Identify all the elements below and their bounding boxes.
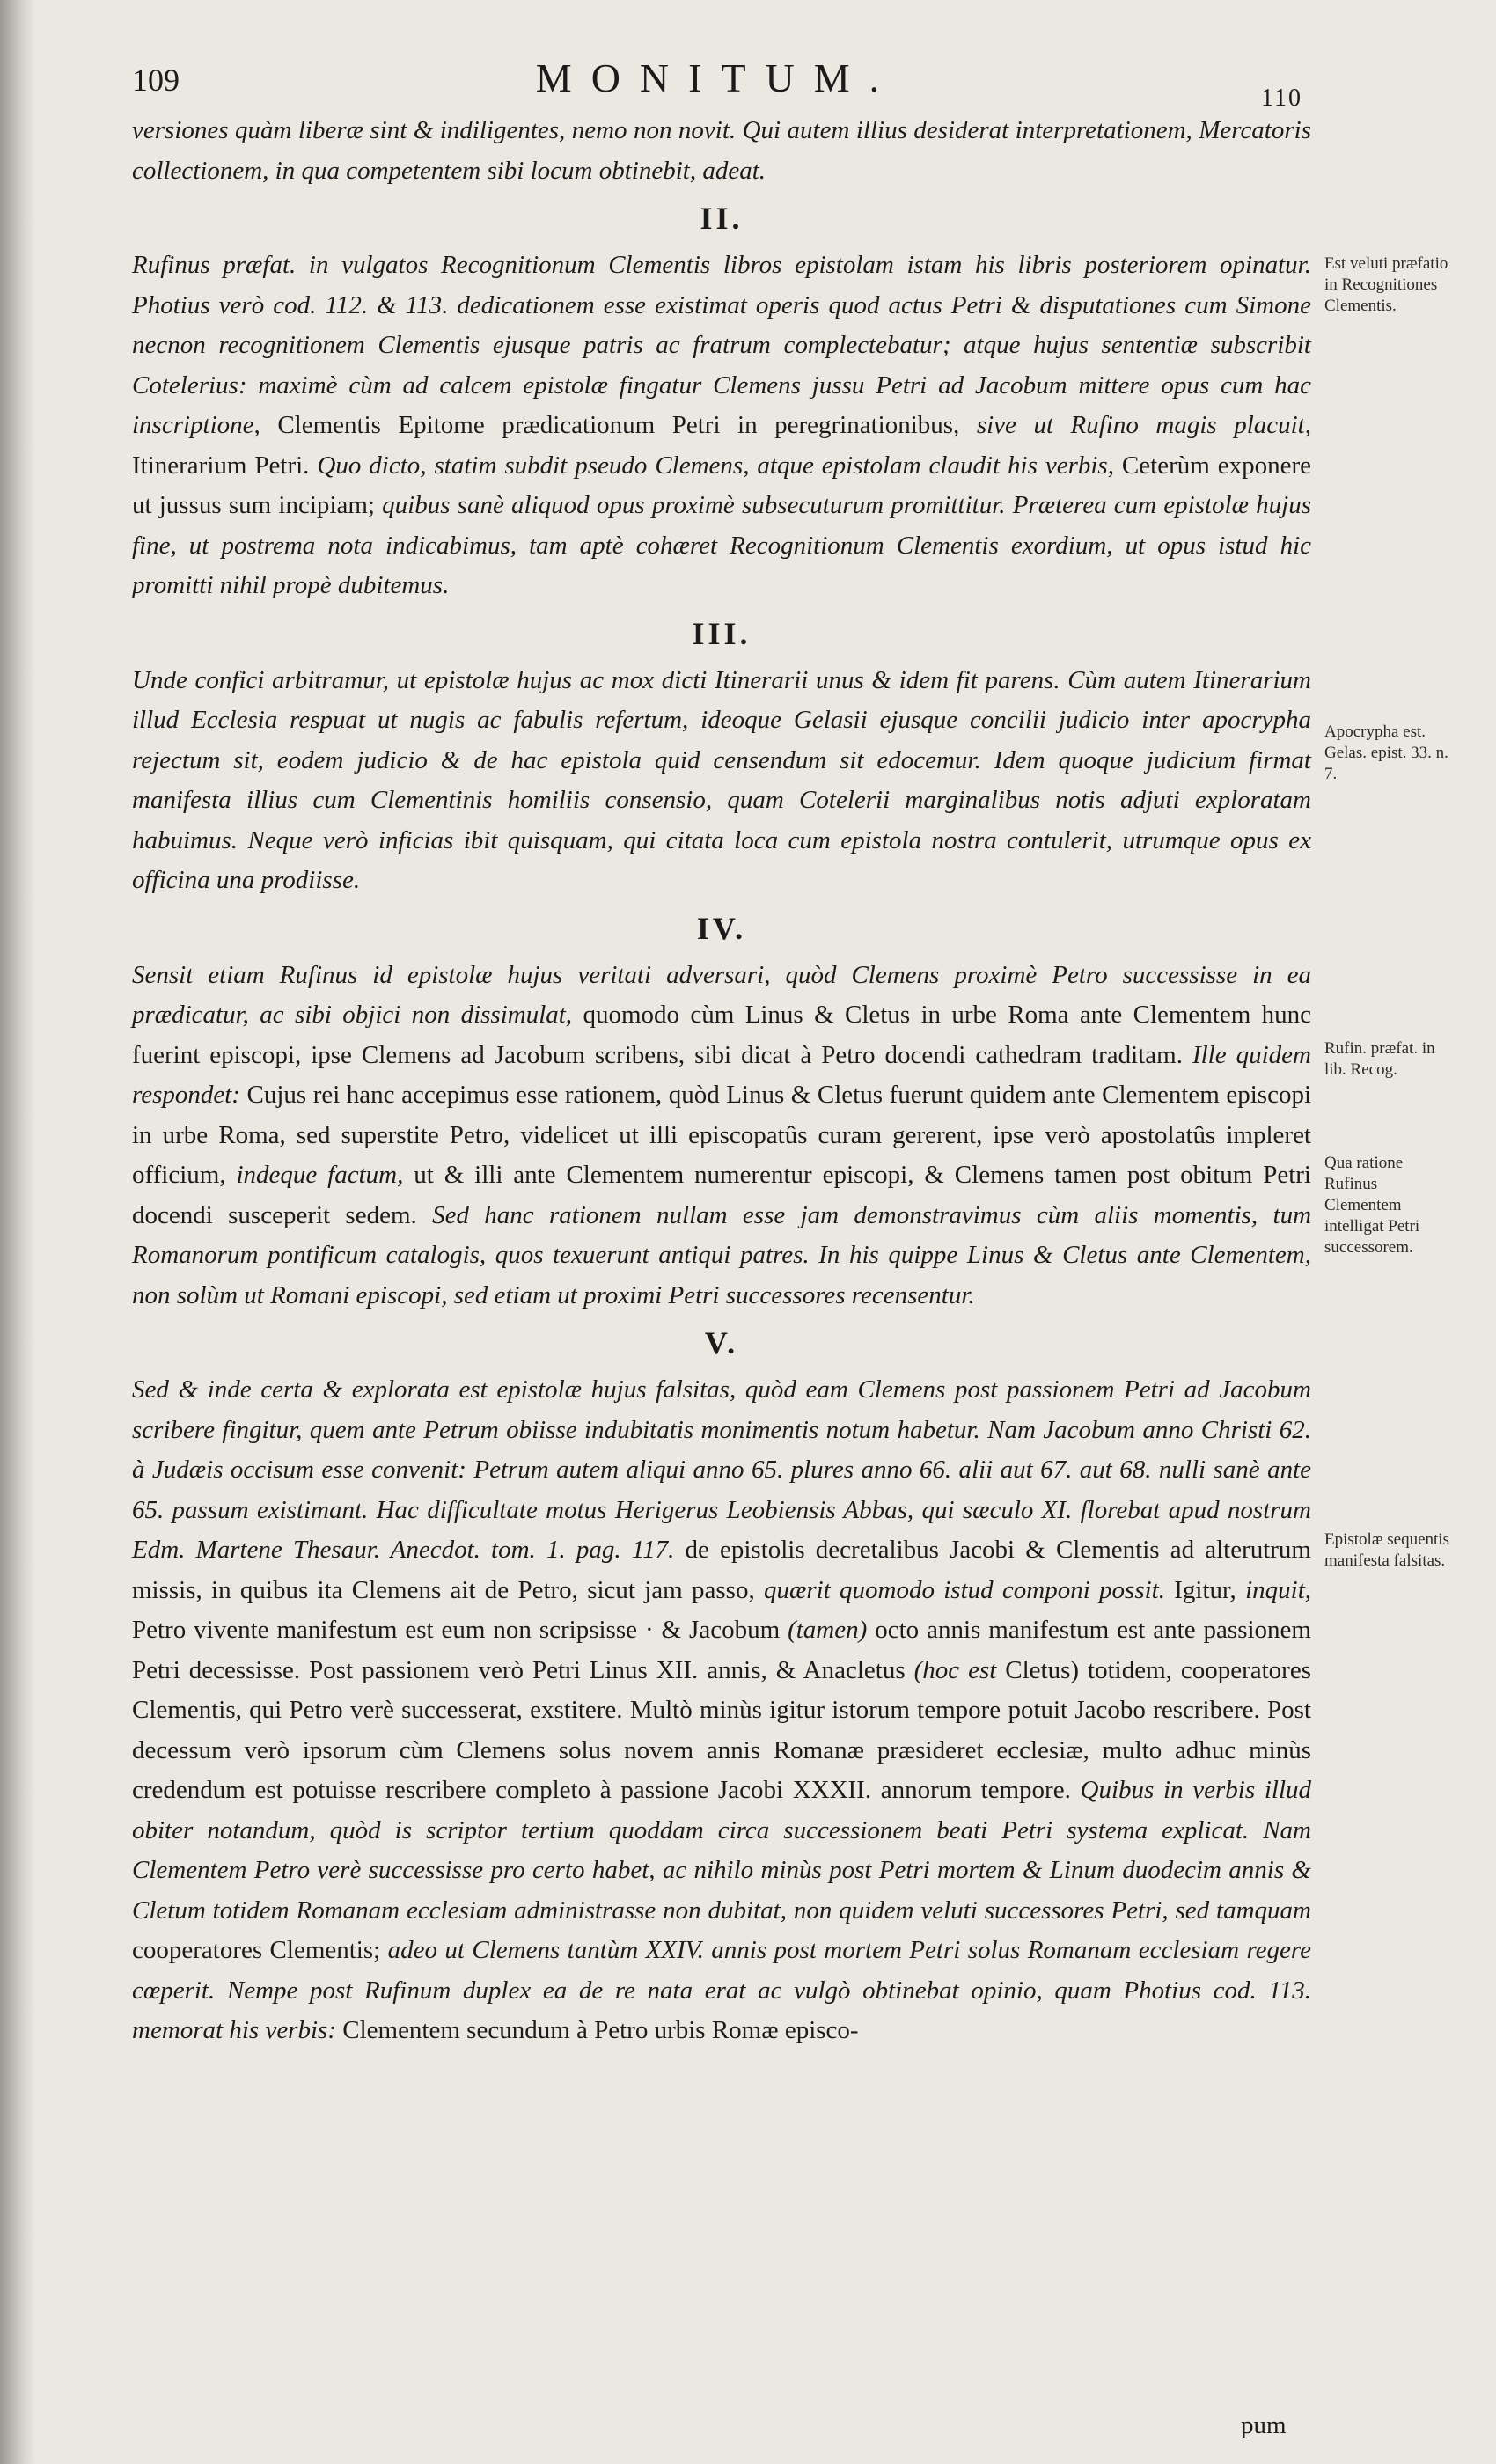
margin-note-rufin-praefat: Rufin. præfat. in lib. Recog. [1324, 1039, 1435, 1079]
section-heading-3: III. [692, 615, 752, 651]
section-heading-2: II. [700, 201, 744, 236]
section-2-paragraph: Rufinus præfat. in vulgatos Recognitionum Clementis libros epistolam istam his libris posteriorem opinatur. Photius verò cod. 112. & 113. dedicationem esse existimat operis quod actus Petri & disputationes cum Simone necnon recognitionem Clementis ejusque patris ac fratrum complectebatur; atque hujus sententiæ subscribit Cotelerius: maximè cùm ad calcem epistolæ fingatur Clemens jussu Petri ad Jacobum mittere opus cum hac inscriptione, Clementis Epitome prædicationum Petri in peregrinationibus, sive ut Rufino magis placuit, Itinerarium Petri. Quo dicto, statim subdit pseudo Clemens, atque epistolam claudit his verbis, Ceterùm exponere ut jussus sum incipiam; quibus sanè aliquod opus proximè subsecuturum promittitur. Præterea cum epistolæ hujus fine, ut postrema nota indicabimus, tam aptè cohæret Recognitionum Clementis exordium, ut opus istud hic promitti nihil propè dubitemus. [132, 251, 1312, 599]
margin-note-recognitiones: Est veluti præfatio in Recognitiones Clementis. [1324, 254, 1448, 315]
section-4-paragraph: Sensit etiam Rufinus id epistolæ hujus veritati adversari, quòd Clemens proximè Petro successisse in ea prædicatur, ac sibi objici non dissimulat, quomodo cùm Linus & Cletus in urbe Roma ante Clementem hunc fuerint episcopi, ipse Clemens ad Jacobum scribens, sibi dicat à Petro docendi cathedram traditam. Ille quidem respondet: Cujus rei hanc accepimus esse rationem, quòd Linus & Cletus fuerunt quidem ante Clementem episcopi in urbe Roma, sed superstite Petro, videlicet ut illi episcopatûs curam gererent, ipse verò apostolatûs impleret officium, indeque factum, ut & illi ante Clementem numerentur episcopi, & Clemens tamen post obitum Petri docendi susceperit sedem. Sed hanc rationem nullam esse jam demonstravimus cùm aliis momentis, tum Romanorum pontificum catalogis, quos texuerunt antiqui patres. In his quippe Linus & Cletus ante Clementem, non solùm ut Romani episcopi, sed etiam ut proximi Petri successores recensentur. [132, 960, 1312, 1309]
page-number-right: 110 [1261, 84, 1302, 112]
margin-note-apocrypha: Apocrypha est. Gelas. epist. 33. n. 7. [1324, 722, 1448, 783]
main-text [132, 111, 1311, 2051]
page-number-left: 109 [132, 62, 180, 98]
section-heading-5: V. [704, 1325, 739, 1360]
running-title: MONITUM. [535, 55, 899, 100]
page-gutter-shadow [0, 0, 35, 2464]
catchword: pum [1241, 2411, 1287, 2439]
margin-note-falsitas: Epistolæ sequentis manifesta falsitas. [1324, 1530, 1449, 1570]
section-5-paragraph: Sed & inde certa & explorata est epistolæ hujus falsitas, quòd eam Clemens post passionem Petri ad Jacobum scribere fingitur, quem ante Petrum obiisse indubitatis monimentis notum habetur. Nam Jacobum anno Christi 62. à Judæis occisum esse convenit: Petrum autem aliqui anno 65. plures anno 66. alii aut 67. aut 68. nulli sanè ante 65. passum existimant. Hac difficultate motus Herigerus Leobiensis Abbas, qui sæculo XI. florebat apud nostrum Edm. Martene Thesaur. Anecdot. tom. 1. pag. 117. de epistolis decretalibus Jacobi & Clementis ad alterutrum missis, in quibus ita Clemens ait de Petro, sicut jam passo, quærit quomodo istud componi possit. Igitur, inquit, Petro vivente manifestum est eum non scripsisse · & Jacobum (tamen) octo annis manifestum est ante passionem Petri decessisse. Post passionem verò Petri Linus XII. annis, & Anacletus (hoc est Cletus) totidem, cooperatores Clementis, qui Petro verè successerat, exstitere. Multò minùs igitur istorum tempore potuit Jacobo rescribere. Post decessum verò ipsorum cùm Clemens solus novem annis Romanæ præsideret ecclesiæ, multo adhuc minùs credendum est potuisse rescribere completo à passione Jacobi XXXII. annorum tempore. Quibus in verbis illud obiter notandum, quòd is scriptor tertium quoddam circa successionem beati Petri systema explicat. Nam Clementem Petro verè successisse pro certo habet, ac nihilo minùs post Petri mortem & Linum duodecim annis & Cletum totidem Romanam ecclesiam administrasse non dubitat, non quidem veluti successores Petri, sed tamquam cooperatores Clementis; adeo ut Clemens tantùm XXIV. annis post mortem Petri solus Romanam ecclesiam regere cœperit. Nempe post Rufinum duplex ea de re nata erat ac vulgò obtinebat opinio, quam Photius cod. 113. memorat his verbis: Clementem secundum à Petro urbis Romæ episco- [132, 1375, 1312, 2044]
section-3-paragraph: Unde confici arbitramur, ut epistolæ hujus ac mox dicti Itinerarii unus & idem fit parens. Cùm autem Itinerarium illud Ecclesia respuat ut nugis ac fabulis refertum, ideoque Gelasii ejusque concilii judicio inter apocrypha rejectum sit, eodem judicio & de hac epistola quid censendum sit edocemur. Idem quoque judicium firmat manifesta illius cum Clementinis homiliis consensio, quam Cotelerii marginalibus notis adjuti exploratam habuimus. Neque verò inficias ibit quisquam, qui citata loca cum epistola nostra contulerit, utrumque opus ex officina una prodiisse. [132, 665, 1311, 894]
page-header [132, 55, 1302, 112]
margin-note-qua-ratione: Qua ratione Rufinus Clementem intelligat Petri successorem. [1324, 1154, 1420, 1257]
section-heading-4: IV. [696, 910, 747, 946]
intro-paragraph: versiones quàm liberæ sint & indiligentes, nemo non novit. Qui autem illius desiderat interpretationem, Mercatoris collectionem, in qua competentem sibi locum obtinebit, adeat. [132, 116, 1311, 185]
